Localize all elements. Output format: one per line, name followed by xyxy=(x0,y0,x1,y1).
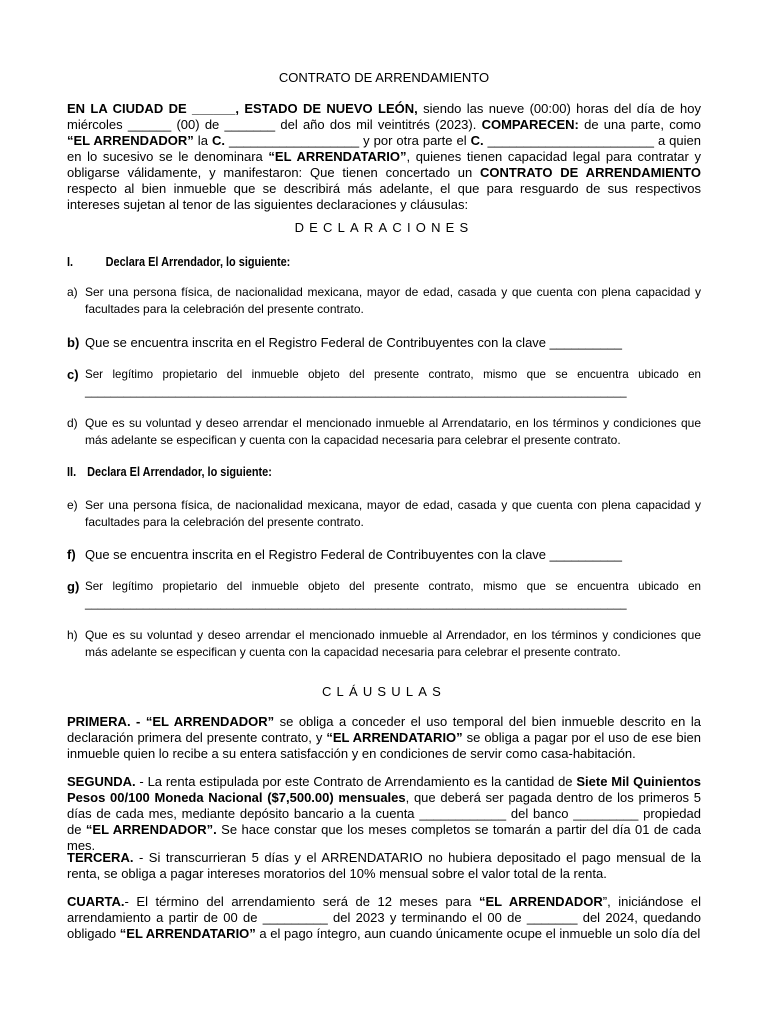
item-text: Que se encuentra inscrita en el Registro Federal de Contribuyentes con la clave __________ xyxy=(85,335,622,350)
item-text: Ser legítimo propietario del inmueble objeto del presente contrato, mismo que se encuentra ubicado en ____________________________________________________________________________________ xyxy=(85,368,701,398)
declaraciones-heading: DECLARACIONES xyxy=(294,220,474,235)
intro-paragraph: EN LA CIUDAD DE ______, ESTADO DE NUEVO LEÓN, siendo las nueve (00:00) horas del día de hoy miércoles ______ (00) de _______ del año dos mil veintitrés (2023). COMPARECEN: de una parte, como “EL ARRENDADOR” la C. __________________ y por otra parte el C. _______________________ a quien en lo sucesivo se le denominara “EL ARRENDATARIO”, quienes tienen capacidad legal para contratar y obligarse válidamente, y manifestaron: Que tienen concertado un CONTRATO DE ARRENDAMIENTO respecto al bien inmueble que se describirá más adelante, el que para resguardo de sus respectivos intereses sujetan al tenor de las siguientes declaraciones y cláusulas: xyxy=(67,101,702,212)
item-label: b) xyxy=(67,335,80,350)
clausulas-heading: CLÁUSULAS xyxy=(321,684,447,699)
clausula-primera: PRIMERA. - “EL ARRENDADOR” se obliga a conceder el uso temporal del bien inmueble descrito en la declaración primera del presente contrato, y “EL ARRENDATARIO” se obliga a pagar por el uso de ese bien inmueble quien lo recibe a su entera satisfacción y en condiciones de servir como casa-habitación. xyxy=(67,714,702,761)
section-1-title: Declara El Arrendador, lo siguiente: xyxy=(105,254,291,269)
declaration-item-d xyxy=(67,415,701,449)
declaration-item-b xyxy=(67,334,701,351)
item-label: d) xyxy=(67,416,78,430)
intro-city-state: EN LA CIUDAD DE ______, ESTADO DE NUEVO LEÓN, xyxy=(67,101,418,116)
clausula-tercera: TERCERA. - Si transcurrieran 5 días y el ARRENDATARIO no hubiera depositado el pago mensual de la renta, se obliga a pagar intereses moratorios del 10% mensual sobre el valor total de la renta. xyxy=(67,850,701,881)
item-text: Que es su voluntad y deseo arrendar el mencionado inmueble al Arrendatario, en los términos y condiciones que más adelante se especifican y cuenta con la capacidad necesaria para celebrar el presente contrato. xyxy=(85,416,701,447)
clausula-segunda: SEGUNDA. - La renta estipulada por este Contrato de Arrendamiento es la cantidad de Siete Mil Quinientos Pesos 00/100 Moneda Nacional ($7,500.00) mensuales, que deberá ser pagada dentro de los primeros 5 días de cada mes, mediante depósito bancario a la cuenta ____________ del banco _________ propiedad de “EL ARRENDADOR”. Se hace constar que los meses completos se tomarán a partir del día 01 de cada mes. xyxy=(67,774,702,853)
section-1-heading xyxy=(67,254,600,270)
declaration-item-h xyxy=(67,627,701,661)
section-2-number: II. xyxy=(67,464,77,479)
declaration-item-f xyxy=(67,546,701,563)
item-text: Ser una persona física, de nacionalidad mexicana, mayor de edad, casada y que cuenta con plena capacidad y facultades para la celebración del presente contrato. xyxy=(85,285,701,316)
item-text: Que es su voluntad y deseo arrendar el mencionado inmueble al Arrendador, en los términos y condiciones que más adelante se especifican y cuenta con la capacidad necesaria para celebrar el presente contrato. xyxy=(85,628,701,659)
declaration-item-e xyxy=(67,497,701,531)
section-2-title: Declara El Arrendador, lo siguiente: xyxy=(87,464,272,479)
item-text: Ser una persona física, de nacionalidad mexicana, mayor de edad, casada y que cuenta con plena capacidad y facultades para la celebración del presente contrato. xyxy=(85,498,701,529)
item-text: Ser legítimo propietario del inmueble objeto del presente contrato, mismo que se encuentra ubicado en ____________________________________________________________________________________ xyxy=(85,580,701,610)
item-label: a) xyxy=(67,285,78,299)
clausula-cuarta: CUARTA.- El término del arrendamiento será de 12 meses para “EL ARRENDADOR”, iniciándose el arrendamiento a partir de 00 de _________ del 2023 y terminando el 00 de _______ del 2024, quedando obligado “EL ARRENDATARIO” a el pago íntegro, aun cuando únicamente ocupe el inmueble un solo día del xyxy=(67,894,701,941)
item-label: e) xyxy=(67,498,78,512)
item-label: g) xyxy=(67,579,80,594)
item-label: h) xyxy=(67,628,78,642)
declaration-item-g xyxy=(67,578,701,612)
item-label: c) xyxy=(67,367,79,382)
declaration-item-c xyxy=(67,366,701,400)
section-1-number: I. xyxy=(67,254,74,269)
document-title: CONTRATO DE ARRENDAMIENTO xyxy=(278,70,490,85)
section-2-heading xyxy=(67,464,600,480)
declaration-item-a xyxy=(67,284,701,318)
item-text: Que se encuentra inscrita en el Registro Federal de Contribuyentes con la clave __________ xyxy=(85,547,622,562)
item-label: f) xyxy=(67,547,76,562)
